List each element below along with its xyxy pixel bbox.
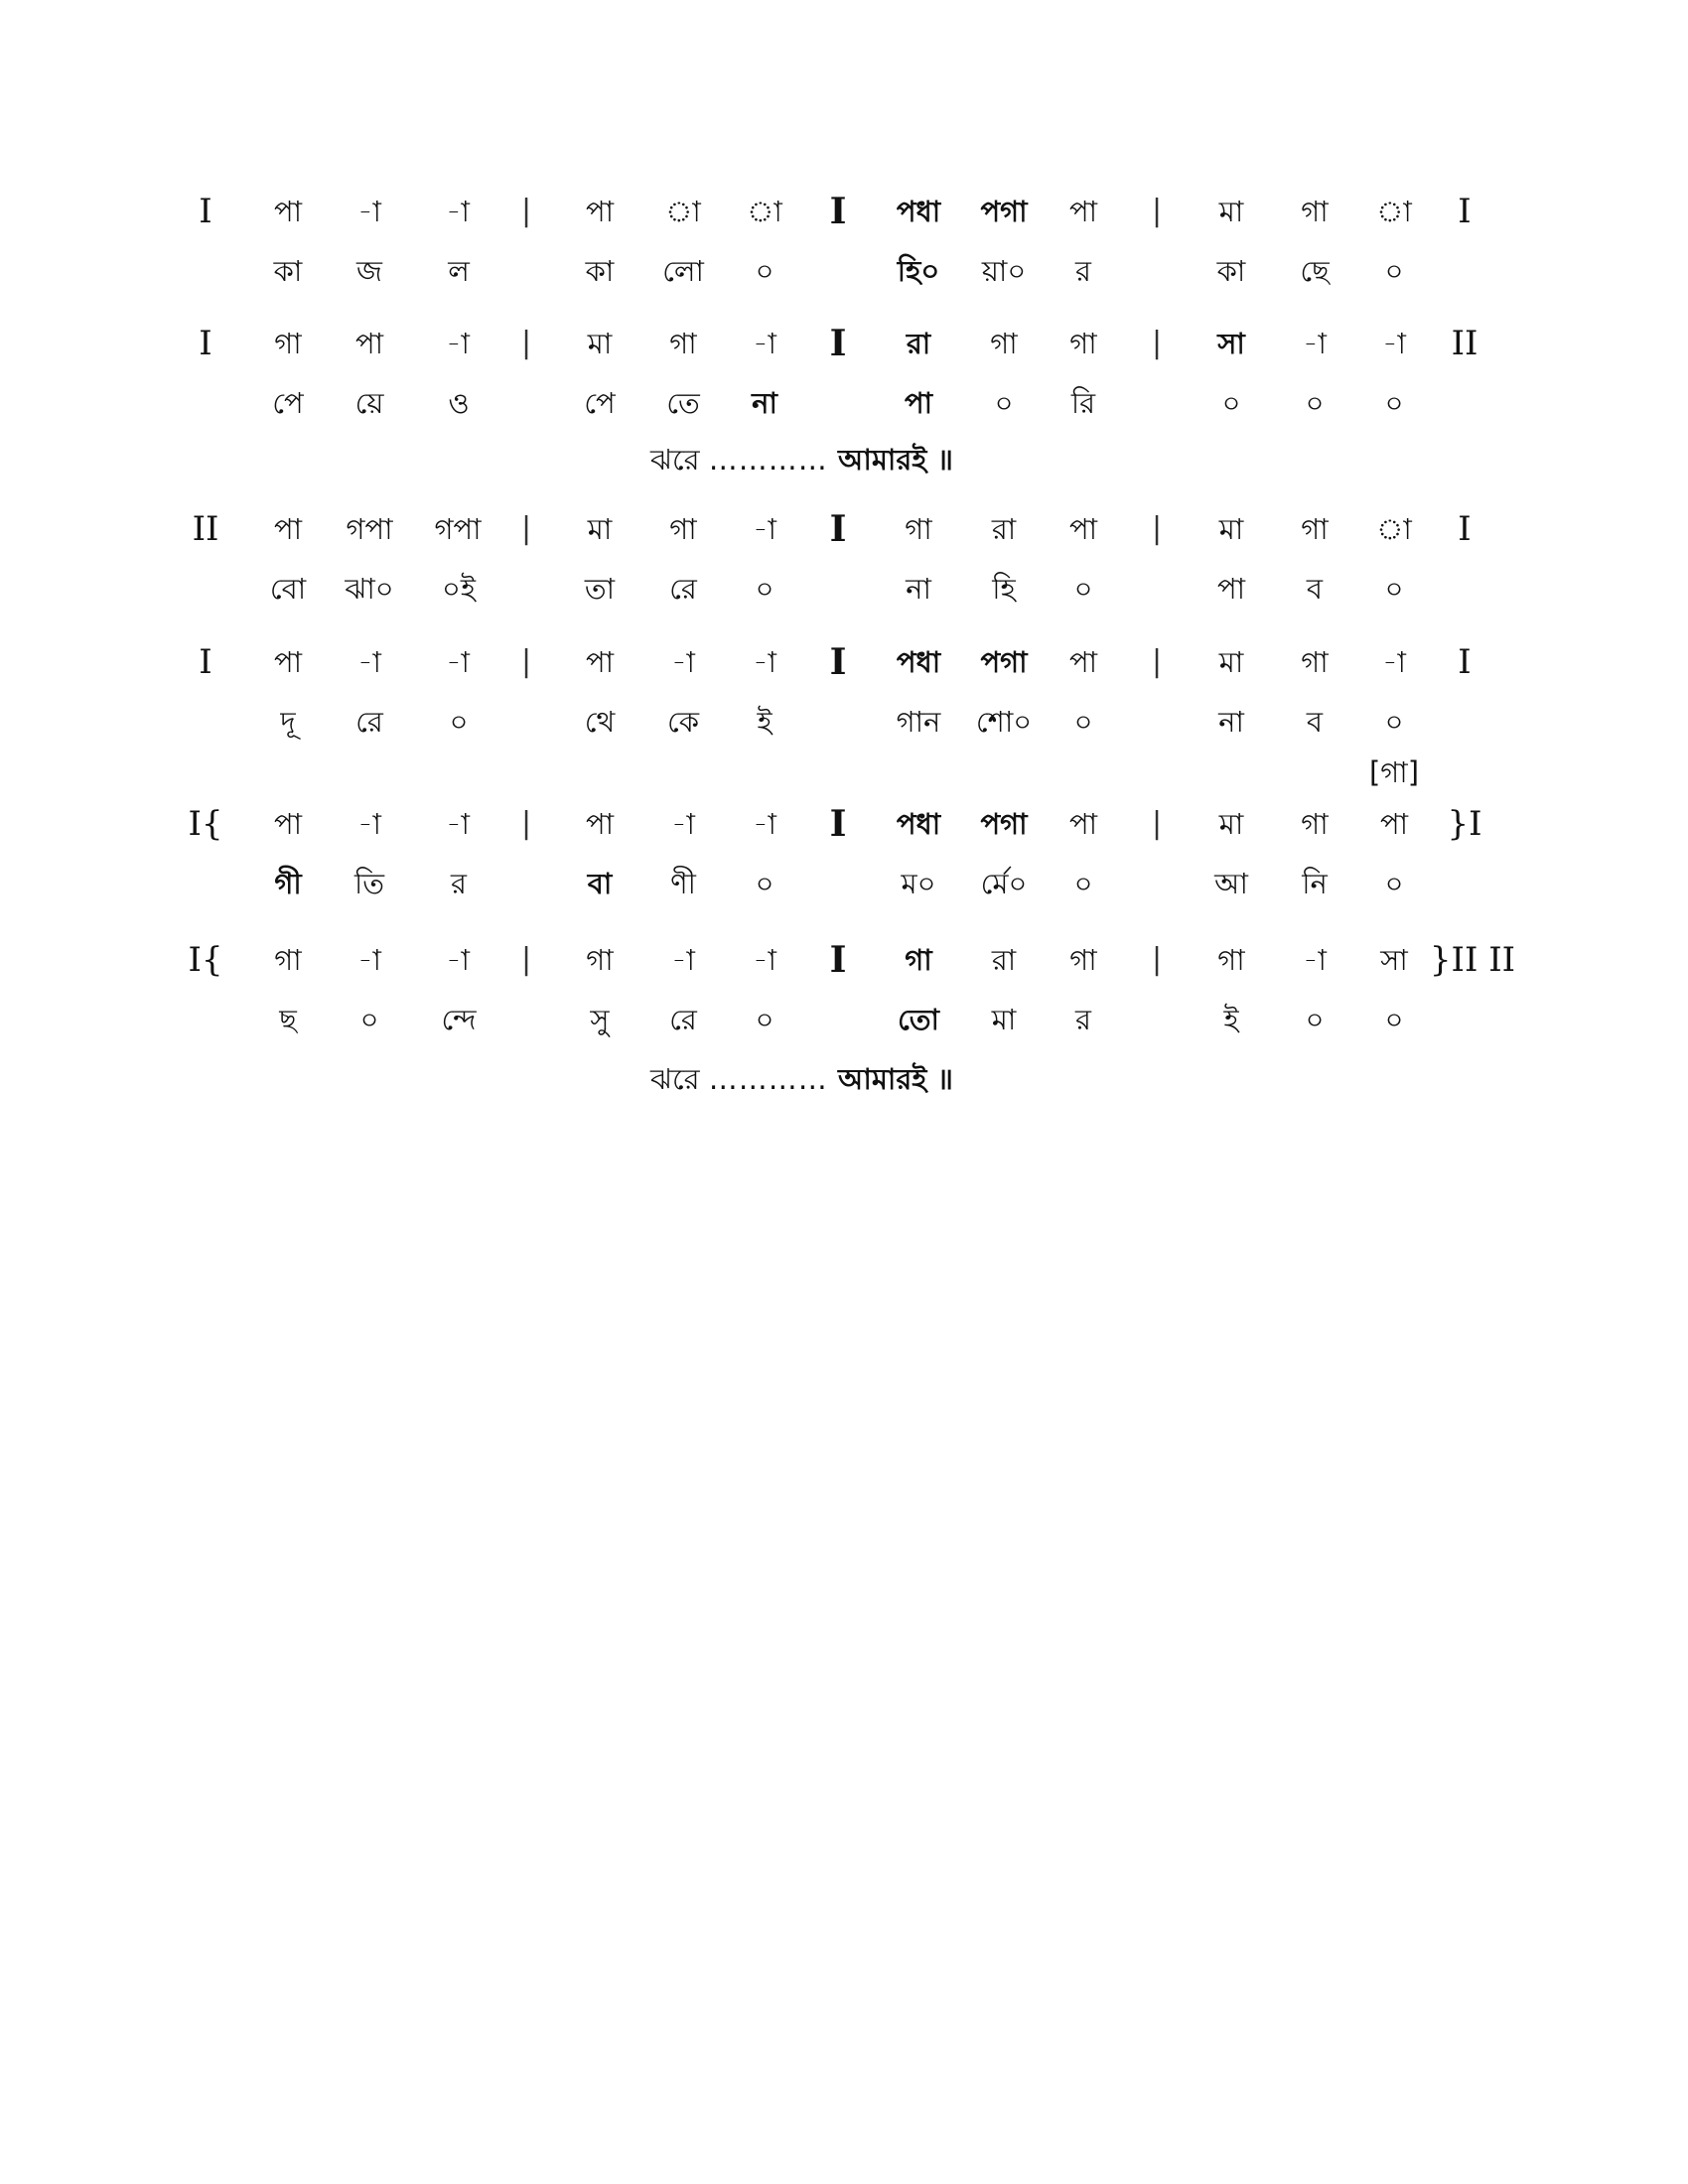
lyric-syllable: ই xyxy=(757,705,773,739)
bar-line: | xyxy=(1151,326,1163,360)
note-cell: -া xyxy=(446,645,470,679)
bar-line: | xyxy=(520,806,532,841)
note-cell: পধা xyxy=(896,807,941,841)
note-cell: -া xyxy=(671,943,695,977)
note-cell: গা xyxy=(1301,807,1329,841)
note-cell: পা xyxy=(585,645,615,679)
note-cell: পা xyxy=(1068,512,1098,546)
refrain-start: ঝরে xyxy=(650,443,709,477)
refrain-end: আমারই ॥ xyxy=(838,443,953,477)
note-cell: পা xyxy=(273,512,303,546)
lyric-syllable: ০ xyxy=(359,1003,379,1036)
lyric-syllable: র xyxy=(451,867,467,900)
note-cell: সা xyxy=(1380,943,1408,977)
lyric-syllable: ন্দে xyxy=(441,1003,477,1036)
lyric-syllable: হি০ xyxy=(897,254,940,288)
refrain-dots: ………… xyxy=(708,443,838,477)
note-cell: পা xyxy=(1068,645,1098,679)
lyric-syllable: গান xyxy=(896,705,941,739)
note-cell: গা xyxy=(669,512,697,546)
lyric-syllable: ০ xyxy=(1073,867,1093,900)
lyric-syllable: না xyxy=(752,386,777,420)
lyric-syllable: ০ xyxy=(755,254,774,288)
lyric-syllable: ল xyxy=(448,254,470,288)
lyric-syllable: মা xyxy=(991,1003,1017,1036)
note-cell: -া xyxy=(357,943,381,977)
lyric-syllable: কা xyxy=(273,254,303,288)
note-cell: পগা xyxy=(980,195,1028,228)
note-cell: গা xyxy=(586,943,614,977)
note-cell: মা xyxy=(1218,645,1244,679)
bar-line: I xyxy=(829,323,847,364)
note-cell: গা xyxy=(905,943,932,977)
lyric-syllable: র xyxy=(1075,254,1091,288)
note-cell: পা xyxy=(1379,807,1409,841)
note-cell: গা xyxy=(1069,943,1097,977)
lyric-syllable: না xyxy=(906,572,931,606)
lyric-syllable: তা xyxy=(584,572,616,606)
note-cell: গা xyxy=(1069,327,1097,360)
note-cell: -া xyxy=(357,195,381,228)
lyric-syllable: হি xyxy=(992,572,1016,606)
refrain-end: আমারই ॥ xyxy=(838,1062,953,1096)
note-cell: পা xyxy=(273,645,303,679)
bar-line: }I xyxy=(1447,804,1482,844)
note-cell: -া xyxy=(753,327,776,360)
lyric-syllable: ০ xyxy=(994,386,1014,420)
lyric-syllable: জ xyxy=(356,254,382,288)
note-cell: পা xyxy=(273,807,303,841)
note-cell: -া xyxy=(753,943,776,977)
note-cell: গপা xyxy=(346,512,393,546)
lyric-syllable: ০ xyxy=(1305,386,1325,420)
lyric-syllable: রি xyxy=(1070,386,1096,420)
lyric-syllable: কা xyxy=(585,254,615,288)
lyric-syllable: ০ xyxy=(449,705,469,739)
note-cell: -া xyxy=(1303,943,1327,977)
note-cell: পধা xyxy=(896,645,941,679)
lyric-syllable: য়া০ xyxy=(981,254,1027,288)
note-cell: -া xyxy=(446,943,470,977)
refrain-line xyxy=(650,1059,953,1099)
note-cell: া xyxy=(747,195,782,228)
note-cell: গা xyxy=(905,512,932,546)
note-cell: পধা xyxy=(896,195,941,228)
note-cell: পা xyxy=(354,327,384,360)
bar-line: I xyxy=(1458,192,1472,231)
lyric-syllable: বো xyxy=(269,572,307,606)
note-cell: পগা xyxy=(980,645,1028,679)
note-cell: গা xyxy=(1301,645,1329,679)
bar-line: I xyxy=(1458,509,1472,549)
note-cell: গপা xyxy=(434,512,482,546)
lyric-syllable: গী xyxy=(274,867,302,900)
lyric-syllable: ০ xyxy=(1384,867,1404,900)
note-cell: গা xyxy=(1217,943,1245,977)
bar-line: I{ xyxy=(188,940,223,980)
lyric-syllable: পে xyxy=(272,386,304,420)
lyric-syllable: থে xyxy=(584,705,616,739)
bar-line: I xyxy=(829,508,847,550)
note-cell: -া xyxy=(446,807,470,841)
note-cell: া xyxy=(1376,512,1412,546)
lyric-syllable: ০ xyxy=(755,867,774,900)
bar-line: | xyxy=(1151,511,1163,546)
lyric-syllable: ০ xyxy=(1073,705,1093,739)
note-cell: পা xyxy=(1068,195,1098,228)
lyric-syllable: দূ xyxy=(280,705,296,739)
bar-line: I xyxy=(829,803,847,845)
note-cell: পা xyxy=(273,195,303,228)
lyric-syllable: ম০ xyxy=(901,867,936,900)
note-cell: -া xyxy=(671,645,695,679)
lyric-syllable: ০ xyxy=(1073,572,1093,606)
note-cell: গা xyxy=(669,327,697,360)
lyric-syllable: ০ xyxy=(1384,1003,1404,1036)
lyric-syllable: পে xyxy=(584,386,616,420)
bar-line: II xyxy=(1451,324,1478,363)
bar-line: | xyxy=(520,942,532,977)
bar-line: | xyxy=(520,644,532,679)
lyric-syllable: সু xyxy=(590,1003,610,1036)
note-cell: পা xyxy=(585,195,615,228)
bar-line: I xyxy=(1458,642,1472,682)
lyric-syllable: ই xyxy=(1223,1003,1239,1036)
ornament-note: [গা] xyxy=(1368,755,1420,789)
bar-line: | xyxy=(520,194,532,228)
lyric-syllable: ণী xyxy=(670,867,696,900)
note-cell: মা xyxy=(1218,807,1244,841)
refrain-dots: ………… xyxy=(708,1062,838,1096)
note-cell: -া xyxy=(1382,327,1406,360)
lyric-syllable: পা xyxy=(1216,572,1246,606)
bar-line: I xyxy=(199,324,212,363)
lyric-syllable: কা xyxy=(1216,254,1246,288)
lyric-syllable: লো xyxy=(662,254,704,288)
bar-line: II xyxy=(192,509,219,549)
note-cell: মা xyxy=(587,512,613,546)
note-cell: পা xyxy=(1068,807,1098,841)
note-cell: পা xyxy=(585,807,615,841)
lyric-syllable: ০ xyxy=(1384,254,1404,288)
note-cell: গা xyxy=(274,943,302,977)
note-cell: -া xyxy=(671,807,695,841)
lyric-syllable: নি xyxy=(1302,867,1328,900)
note-cell: মা xyxy=(1218,512,1244,546)
bar-line: }II II xyxy=(1429,940,1516,980)
lyric-syllable: ০ xyxy=(755,572,774,606)
lyric-syllable: ০ xyxy=(1384,705,1404,739)
note-cell: গা xyxy=(274,327,302,360)
lyric-syllable: ও xyxy=(448,386,470,420)
lyric-syllable: ব xyxy=(1306,705,1324,739)
lyric-syllable: শো০ xyxy=(975,705,1033,739)
bar-line: | xyxy=(1151,644,1163,679)
note-cell: া xyxy=(665,195,701,228)
lyric-syllable: কে xyxy=(666,705,700,739)
note-cell: া xyxy=(1376,195,1412,228)
note-cell: -া xyxy=(753,645,776,679)
bar-line: I xyxy=(829,191,847,232)
note-cell: রা xyxy=(991,943,1017,977)
bar-line: I xyxy=(829,641,847,683)
bar-line: | xyxy=(1151,194,1163,228)
bar-line: I xyxy=(199,192,212,231)
lyric-syllable: ঝা০ xyxy=(345,572,394,606)
lyric-syllable: তি xyxy=(353,867,385,900)
lyric-syllable: ০ xyxy=(1384,572,1404,606)
note-cell: -া xyxy=(753,512,776,546)
lyric-syllable: ব xyxy=(1306,572,1324,606)
bar-line: | xyxy=(1151,806,1163,841)
lyric-syllable: রে xyxy=(669,572,697,606)
lyric-syllable: বা xyxy=(587,867,613,900)
lyric-syllable: ছ xyxy=(279,1003,297,1036)
lyric-syllable: তে xyxy=(666,386,700,420)
bar-line: | xyxy=(520,326,532,360)
refrain-line xyxy=(650,440,953,479)
lyric-syllable: ০ xyxy=(755,1003,774,1036)
refrain-start: ঝরে xyxy=(650,1062,709,1096)
note-cell: -া xyxy=(357,807,381,841)
lyric-syllable: র xyxy=(1075,1003,1091,1036)
note-cell: -া xyxy=(446,327,470,360)
lyric-syllable: পা xyxy=(904,386,933,420)
note-cell: মা xyxy=(587,327,613,360)
note-cell: মা xyxy=(1218,195,1244,228)
lyric-syllable: না xyxy=(1218,705,1244,739)
bar-line: | xyxy=(520,511,532,546)
note-cell: সা xyxy=(1217,327,1245,360)
lyric-syllable: য়ে xyxy=(354,386,384,420)
bar-line: | xyxy=(1151,942,1163,977)
lyric-syllable: ০ xyxy=(1384,386,1404,420)
lyric-syllable: ০ xyxy=(1221,386,1241,420)
bar-line: I{ xyxy=(188,804,223,844)
lyric-syllable: রে xyxy=(669,1003,697,1036)
lyric-syllable: ছে xyxy=(1300,254,1330,288)
lyric-syllable: আ xyxy=(1214,867,1248,900)
bar-line: I xyxy=(199,642,212,682)
lyric-syllable: তো xyxy=(898,1003,939,1036)
note-cell: রা xyxy=(906,327,931,360)
lyric-syllable: রে xyxy=(355,705,383,739)
note-cell: গা xyxy=(1301,512,1329,546)
note-cell: গা xyxy=(990,327,1018,360)
note-cell: গা xyxy=(1301,195,1329,228)
note-cell: -া xyxy=(446,195,470,228)
note-cell: পগা xyxy=(980,807,1028,841)
lyric-syllable: ০ই xyxy=(442,572,476,606)
note-cell: -া xyxy=(357,645,381,679)
note-cell: রা xyxy=(991,512,1017,546)
lyric-syllable: র্মে০ xyxy=(980,867,1028,900)
bar-line: I xyxy=(829,939,847,981)
note-cell: -া xyxy=(1382,645,1406,679)
lyric-syllable: ০ xyxy=(1305,1003,1325,1036)
note-cell: -া xyxy=(753,807,776,841)
note-cell: -া xyxy=(1303,327,1327,360)
